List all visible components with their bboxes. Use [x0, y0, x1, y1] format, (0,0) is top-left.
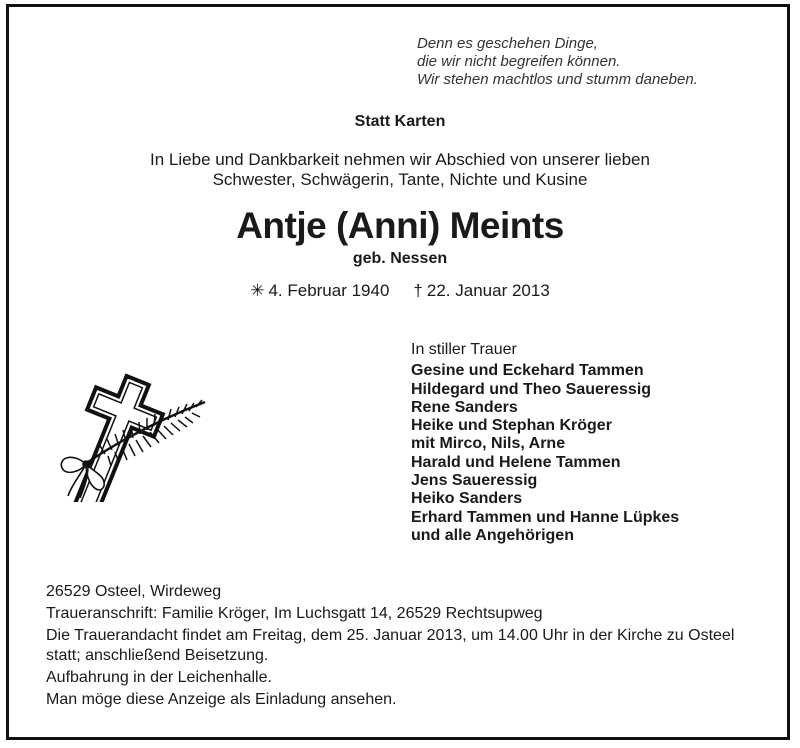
poem-line: die wir nicht begreifen können. [417, 53, 621, 70]
cross-with-palm-branch-icon [50, 372, 280, 507]
invitation-note: Man möge diese Anzeige als Einladung ansehen. [46, 691, 397, 708]
mourning-address: Traueranschrift: Familie Kröger, Im Luchsgatt 14, 26529 Rechtsupweg [46, 605, 543, 622]
service-info: Die Trauerandacht findet am Freitag, dem 25. Januar 2013, um 14.00 Uhr in der Kirche zu Osteel statt; anschließend Beisetzung. [46, 627, 735, 664]
poem [417, 35, 698, 89]
birth-star-icon: ✳ [250, 281, 265, 300]
mourners-lead: In stiller Trauer [411, 341, 517, 358]
laying-out-info: Aufbahrung in der Leichenhalle. [46, 669, 272, 686]
life-dates [0, 281, 800, 301]
deceased-name: Antje (Anni) Meints [236, 205, 564, 246]
residence-address: 26529 Osteel, Wirdeweg [46, 583, 222, 600]
heading: Statt Karten [354, 113, 446, 130]
mourner: Gesine und Eckehard Tammen [411, 362, 644, 380]
intro-text [0, 150, 800, 190]
mourner: Heike und Stephan Kröger [411, 417, 612, 435]
death-date: 22. Januar 2013 [426, 281, 550, 300]
death-cross-icon: † [413, 281, 423, 300]
mourner: Hildegard und Theo Saueressig [411, 380, 652, 398]
mourner: mit Mirco, Nils, Arne [411, 435, 566, 453]
mourner: Erhard Tammen und Hanne Lüpkes [411, 508, 680, 526]
intro-line: In Liebe und Dankbarkeit nehmen wir Abschied von unserer lieben [150, 150, 650, 169]
footer-info [46, 582, 766, 712]
birth-name: geb. Nessen [352, 250, 448, 267]
mourner: Jens Saueressig [411, 472, 538, 490]
birth-date: 4. Februar 1940 [268, 281, 390, 300]
intro-line: Schwester, Schwägerin, Tante, Nichte und Kusine [212, 170, 588, 189]
poem-line: Denn es geschehen Dinge, [417, 35, 598, 52]
mourner: und alle Angehörigen [411, 526, 574, 544]
poem-line: Wir stehen machtlos und stumm daneben. [417, 71, 698, 88]
mourners-list [411, 341, 679, 545]
mourner: Rene Sanders [411, 398, 518, 416]
mourner: Heiko Sanders [411, 490, 523, 508]
mourner: Harald und Helene Tammen [411, 453, 621, 471]
